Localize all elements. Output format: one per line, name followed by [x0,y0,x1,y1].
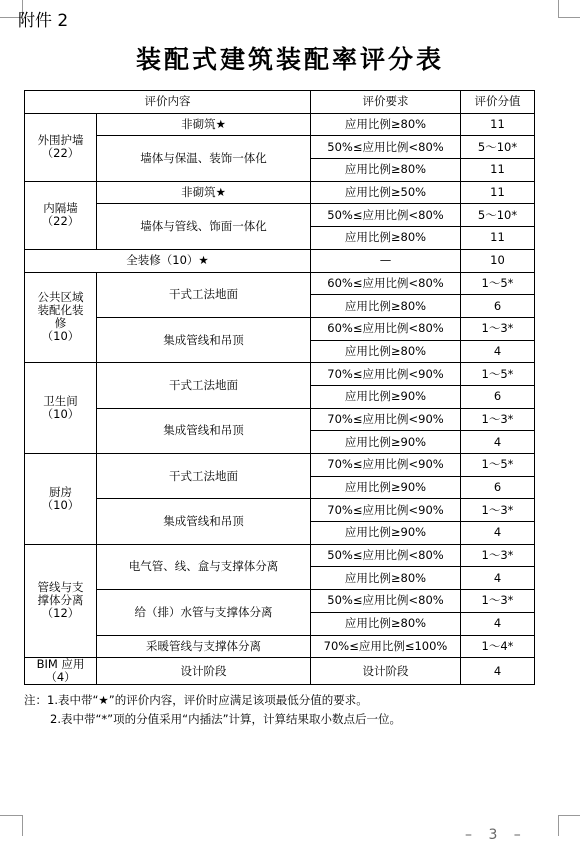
category-label: 修 [54,316,67,331]
requirement-cell: 应用比例≥80% [311,612,461,635]
requirement-cell: 应用比例≥90% [311,385,461,408]
crop-mark-bottom-right [558,815,580,836]
crop-mark-top-right [558,0,580,18]
category-points: （22） [41,146,80,161]
item-label: 非砌筑★ [97,113,311,136]
score-cell: 11 [461,113,535,136]
score-cell: 1～3* [461,317,535,340]
note-2: 2.表中带“*”项的分值采用“内插法”计算，计算结果取小数点后一位。 [50,712,402,726]
category-points: （10） [41,407,80,422]
table-row [25,408,535,431]
attachment-label: 附件 2 [18,11,69,31]
score-cell: 1～5* [461,272,535,295]
category-points: （10） [41,329,80,344]
category-bim [25,658,97,685]
table-row [25,363,535,386]
table-row [25,181,535,204]
table-row [25,113,535,136]
requirement-cell: 60%≤应用比例<80% [311,317,461,340]
score-cell: 5～10* [461,204,535,227]
category-label: 厨房 [49,484,72,499]
requirement-cell: 70%≤应用比例<90% [311,363,461,386]
requirement-cell: 50%≤应用比例<80% [311,136,461,159]
header-score: 评价分值 [461,91,535,114]
table-row [25,635,535,658]
page-number: – 3 – [465,827,527,843]
header-requirement: 评价要求 [311,91,461,114]
category-label: 装配化装 [37,303,84,318]
item-label: 全装修（10）★ [25,249,311,272]
requirement-cell: 70%≤应用比例≤100% [311,635,461,658]
score-cell: 10 [461,249,535,272]
item-label: 设计阶段 [97,658,311,685]
requirement-cell: 50%≤应用比例<80% [311,544,461,567]
scoring-table [24,90,535,685]
score-cell: 4 [461,340,535,363]
item-label: 干式工法地面 [97,454,311,499]
category-label: 管线与支 [37,580,84,595]
table-row [25,544,535,567]
table-row [25,317,535,340]
table-row [25,136,535,159]
category-interior-wall [25,181,97,249]
table-row [25,249,535,272]
table-row [25,272,535,295]
score-cell: 1～5* [461,454,535,477]
table-row [25,590,535,613]
table-header-row [25,91,535,114]
requirement-cell: — [311,249,461,272]
category-label: 外围护墙 [37,133,84,148]
requirement-cell: 应用比例≥80% [311,227,461,250]
score-cell: 1～5* [461,363,535,386]
category-points: （22） [41,214,80,229]
crop-mark-bottom-left [0,815,23,836]
requirement-cell: 应用比例≥50% [311,181,461,204]
requirement-cell: 应用比例≥90% [311,476,461,499]
category-label: 撑体分离 [37,593,84,608]
requirement-cell: 70%≤应用比例<90% [311,499,461,522]
table-row [25,499,535,522]
category-pipeline-separation [25,544,97,657]
requirement-cell: 70%≤应用比例<90% [311,408,461,431]
requirement-cell: 应用比例≥80% [311,295,461,318]
requirement-cell: 应用比例≥90% [311,522,461,545]
score-cell: 1～3* [461,590,535,613]
requirement-cell: 应用比例≥80% [311,159,461,182]
score-cell: 4 [461,612,535,635]
category-label: 卫生间 [43,394,78,409]
requirement-cell: 应用比例≥80% [311,113,461,136]
requirement-cell: 应用比例≥80% [311,340,461,363]
table-row [25,454,535,477]
category-points: （12） [41,606,80,621]
category-kitchen [25,454,97,545]
category-label: 公共区域 [37,290,84,305]
item-label: 集成管线和吊顶 [97,317,311,362]
item-label: 给（排）水管与支撑体分离 [97,590,311,635]
score-cell: 1～3* [461,408,535,431]
score-cell: 6 [461,385,535,408]
table-row [25,204,535,227]
item-label: 电气管、线、盒与支撑体分离 [97,544,311,589]
item-label: 集成管线和吊顶 [97,408,311,453]
item-label: 干式工法地面 [97,363,311,408]
requirement-cell: 应用比例≥90% [311,431,461,454]
requirement-cell: 应用比例≥80% [311,567,461,590]
score-cell: 6 [461,476,535,499]
score-cell: 11 [461,181,535,204]
requirement-cell: 70%≤应用比例<90% [311,454,461,477]
item-label: 集成管线和吊顶 [97,499,311,544]
score-cell: 4 [461,522,535,545]
requirement-cell: 60%≤应用比例<80% [311,272,461,295]
requirement-cell: 50%≤应用比例<80% [311,204,461,227]
score-cell: 4 [461,431,535,454]
category-points: （4） [45,670,76,685]
note-1: 注：1.表中带“★”的评价内容，评价时应满足该项最低分值的要求。 [24,693,368,707]
table-notes [24,691,401,729]
item-label: 采暖管线与支撑体分离 [97,635,311,658]
score-cell: 4 [461,658,535,685]
score-cell: 11 [461,159,535,182]
item-label: 非砌筑★ [97,181,311,204]
score-cell: 11 [461,227,535,250]
category-label: 内隔墙 [43,201,78,216]
table-row [25,658,535,685]
score-cell: 6 [461,295,535,318]
score-cell: 1～4* [461,635,535,658]
score-cell: 1～3* [461,544,535,567]
category-public-area [25,272,97,363]
category-label: BIM 应用 [36,657,85,672]
item-label: 干式工法地面 [97,272,311,317]
item-label: 墙体与管线、饰面一体化 [97,204,311,249]
document-title: 装配式建筑装配率评分表 [135,45,444,74]
header-content: 评价内容 [25,91,311,114]
requirement-cell: 50%≤应用比例<80% [311,590,461,613]
category-bathroom [25,363,97,454]
score-cell: 5～10* [461,136,535,159]
category-exterior-wall [25,113,97,181]
category-points: （10） [41,497,80,512]
score-cell: 4 [461,567,535,590]
item-label: 墙体与保温、装饰一体化 [97,136,311,181]
requirement-cell: 设计阶段 [311,658,461,685]
score-cell: 1～3* [461,499,535,522]
